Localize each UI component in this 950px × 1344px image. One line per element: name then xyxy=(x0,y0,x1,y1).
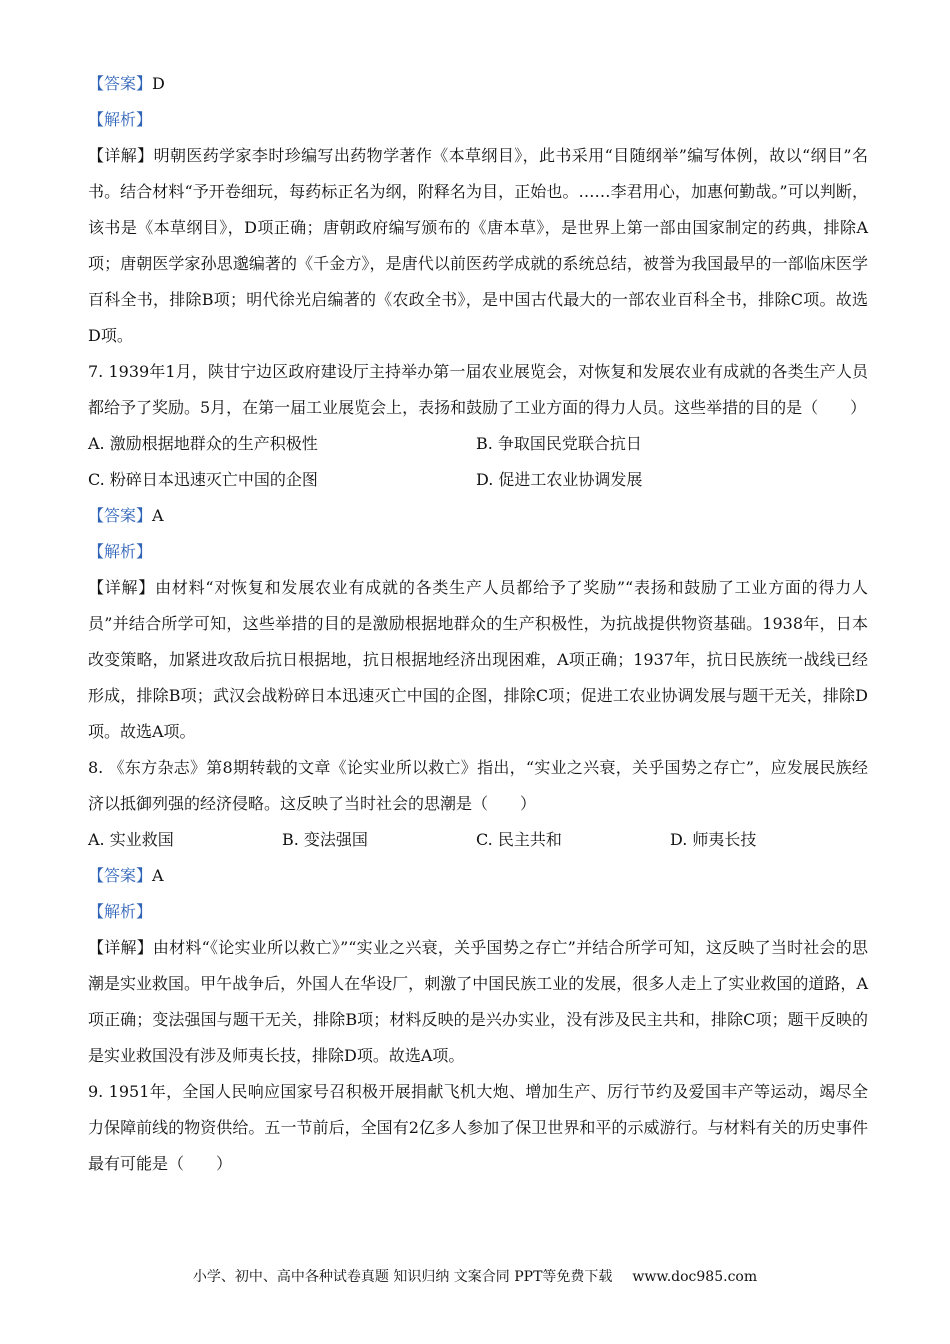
detail-tag: 【详解】 xyxy=(88,938,153,957)
q8-stem: 8. 《东方杂志》第8期转载的文章《论实业所以救亡》指出，“实业之兴衰，关乎国势之存亡”，应发展民族经济以抵御列强的经济侵略。这反映了当时社会的思潮是（ ） xyxy=(88,758,868,813)
answer-tag: 【答案】 xyxy=(88,506,153,525)
detail-text: 由材料“《论实业所以救亡》”“实业之兴衰，关乎国势之存亡”并结合所学可知，这反映了当时社会的思潮是实业救国。甲午战争后，外国人在华设厂，刺激了中国民族工业的发展，很多人走上了实业救国的道路，A项正确；变法强国与题干无关，排除B项；材料反映的是兴办实业，没有涉及民主共和，排除C项；题干反映的是实业救国没有涉及师夷长技，排除D项。故选A项。 xyxy=(88,938,868,1065)
q7-analysis-heading xyxy=(88,534,868,570)
q7-stem: 7. 1939年1月，陕甘宁边区政府建设厅主持举办第一届农业展览会，对恢复和发展农业有成就的各类生产人员都给予了奖励。5月，在第一届工业展览会上，表扬和鼓励了工业方面的得力人员。这些举措的目的是（ ） xyxy=(88,362,868,417)
document-page xyxy=(88,66,868,1182)
q6-analysis-heading xyxy=(88,102,868,138)
q8-options-row xyxy=(88,822,868,858)
answer-value: A xyxy=(152,866,164,885)
q7-options-row-2 xyxy=(88,462,868,498)
q7-options-row-1 xyxy=(88,426,868,462)
q8-option-a: A. 实业救国 xyxy=(88,830,174,849)
page-footer xyxy=(0,1266,950,1286)
detail-text: 由材料“对恢复和发展农业有成就的各类生产人员都给予了奖励”“表扬和鼓励了工业方面的得力人员”并结合所学可知，这些举措的目的是激励根据地群众的生产积极性，为抗战提供物资基础。1938年，日本改变策略，加紧进攻敌后抗日根据地，抗日根据地经济出现困难，A项正确；1937年，抗日民族统一战线已经形成，排除B项；武汉会战粉碎日本迅速灭亡中国的企图，排除C项；促进工农业协调发展与题干无关，排除D项。故选A项。 xyxy=(88,578,868,741)
q9-stem: 9. 1951年，全国人民响应国家号召积极开展捐献飞机大炮、增加生产、厉行节约及爱国丰产等运动，竭尽全力保障前线的物资供给。五一节前后，全国有2亿多人参加了保卫世界和平的示威游行。与材料有关的历史事件最有可能是（ ） xyxy=(88,1082,868,1173)
q6-answer xyxy=(88,66,868,102)
detail-text: 明朝医药学家李时珍编写出药物学著作《本草纲目》，此书采用“目随纲举”编写体例，故以“纲目”名书。结合材料“予开卷细玩，每药标正名为纲，附释名为目，正始也。……李君用心，加惠何勤哉。”可以判断，该书是《本草纲目》，D项正确；唐朝政府编写颁布的《唐本草》，是世界上第一部由国家制定的药典，排除A项；唐朝医学家孙思邈编著的《千金方》，是唐代以前医药学成就的系统总结，被誉为我国最早的一部临床医学百科全书，排除B项；明代徐光启编著的《农政全书》，是中国古代最大的一部农业百科全书，排除C项。故选D项。 xyxy=(88,146,868,345)
q8-answer xyxy=(88,858,868,894)
footer-text: 小学、初中、高中各种试卷真题 知识归纳 文案合同 PPT等免费下载 xyxy=(192,1269,613,1285)
q8-option-b: B. 变法强国 xyxy=(282,830,368,849)
q6-detail xyxy=(88,138,868,354)
q7-option-a: A. 激励根据地群众的生产积极性 xyxy=(88,434,318,453)
detail-tag: 【详解】 xyxy=(88,146,154,165)
answer-tag: 【答案】 xyxy=(88,866,153,885)
q7-option-b: B. 争取国民党联合抗日 xyxy=(476,434,642,453)
q7-option-c: C. 粉碎日本迅速灭亡中国的企图 xyxy=(88,470,318,489)
q8-option-d: D. 师夷长技 xyxy=(670,830,757,849)
answer-value: A xyxy=(152,506,164,525)
answer-tag: 【答案】 xyxy=(88,74,153,93)
footer-url[interactable]: www.doc985.com xyxy=(632,1269,758,1285)
detail-tag: 【详解】 xyxy=(88,578,156,597)
analysis-tag: 【解析】 xyxy=(88,110,153,129)
q7-answer xyxy=(88,498,868,534)
answer-value: D xyxy=(152,74,165,93)
q8-analysis-heading xyxy=(88,894,868,930)
q7-option-d: D. 促进工农业协调发展 xyxy=(476,470,643,489)
q8-option-c: C. 民主共和 xyxy=(476,830,562,849)
analysis-tag: 【解析】 xyxy=(88,542,153,561)
analysis-tag: 【解析】 xyxy=(88,902,153,921)
q7-detail xyxy=(88,570,868,750)
q8-detail xyxy=(88,930,868,1074)
